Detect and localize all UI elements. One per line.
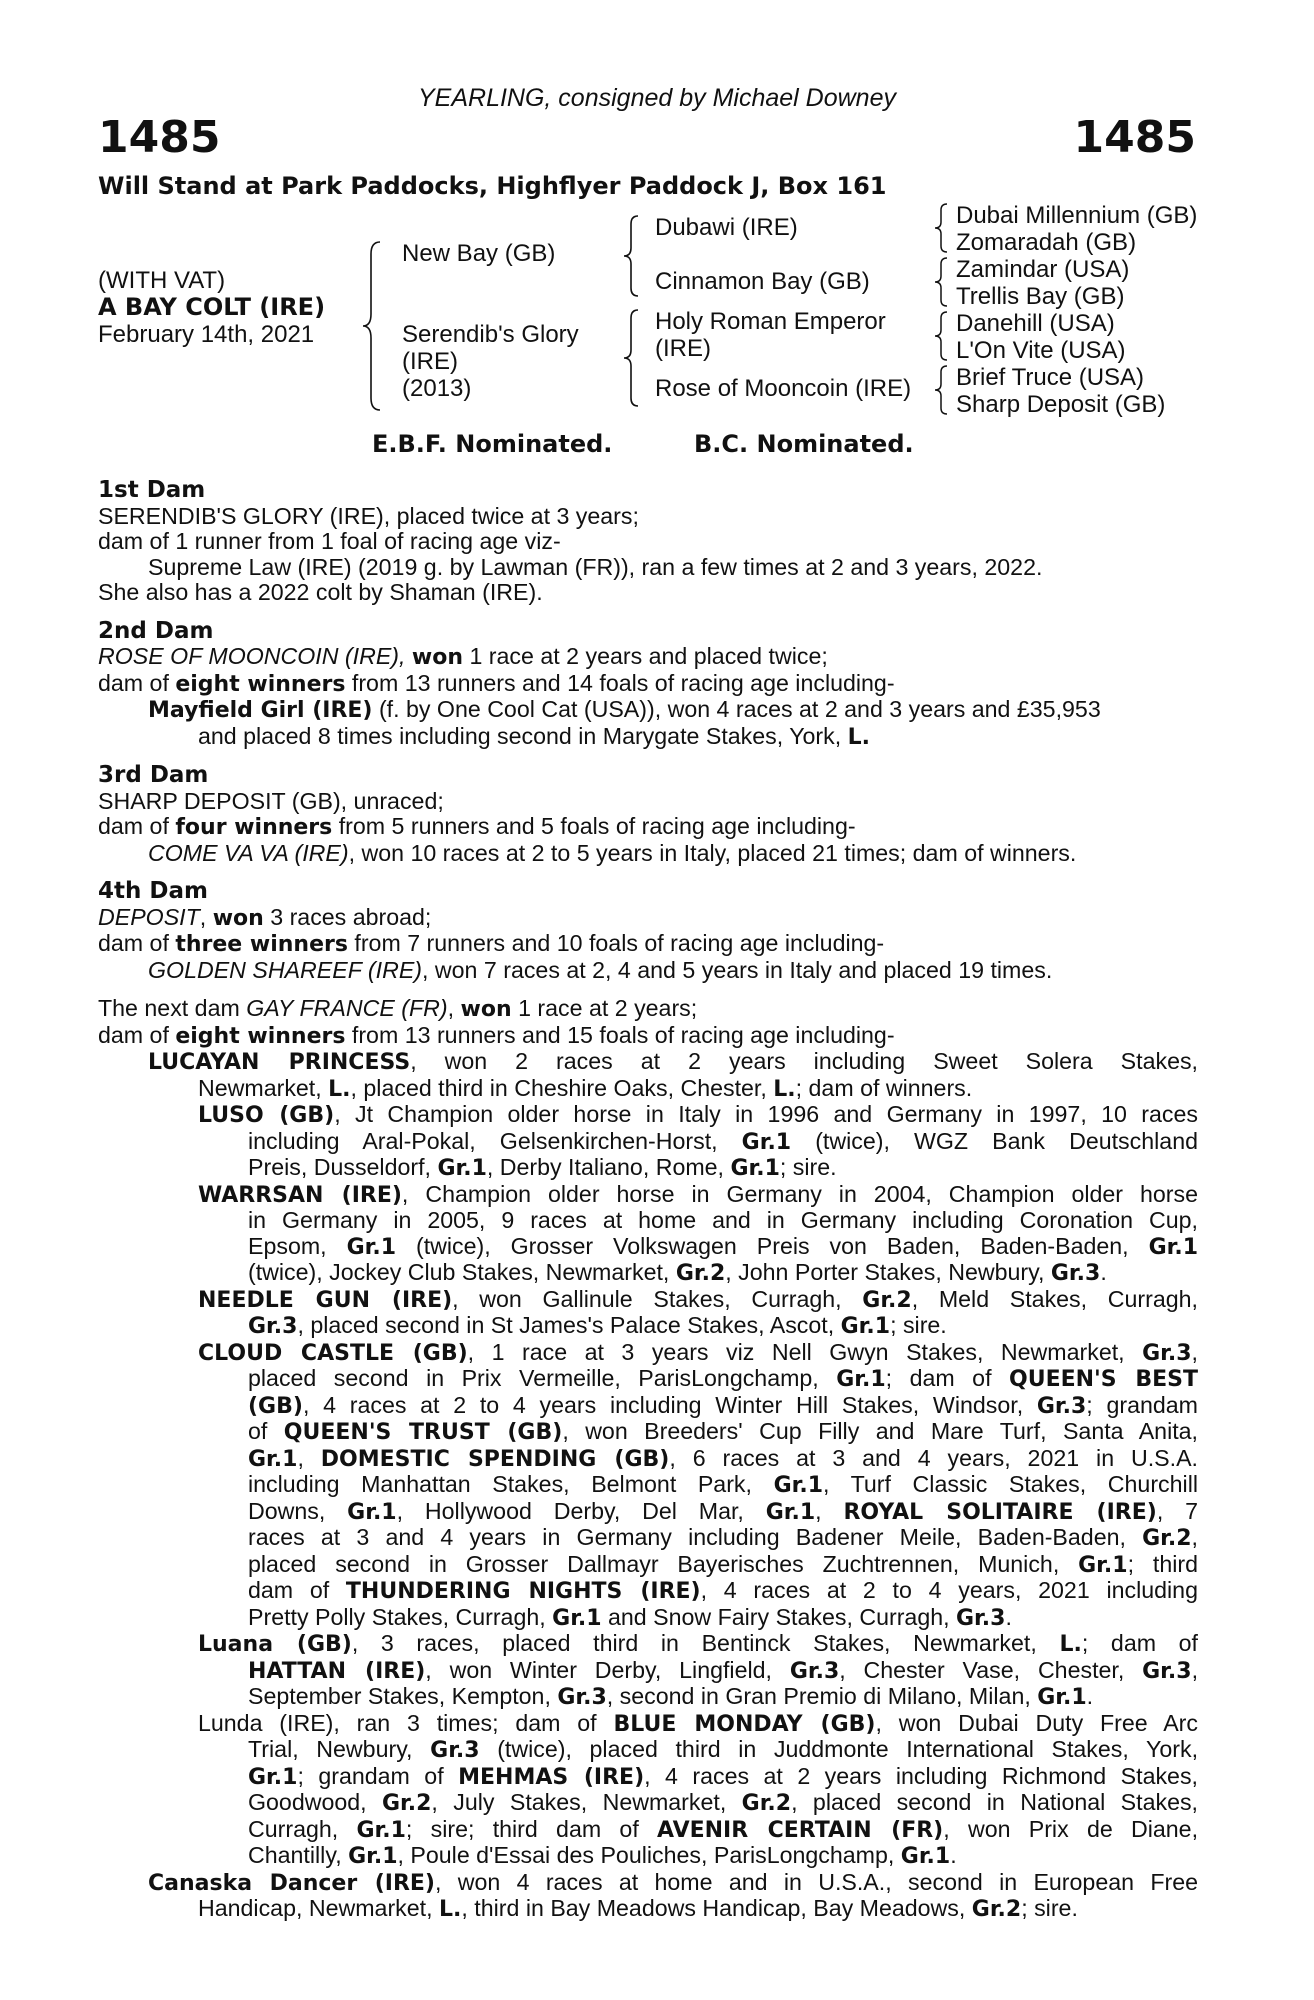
- bold-text: Canaska Dancer (IRE): [148, 1870, 435, 1896]
- text-run: , July Stakes, Newmarket,: [431, 1789, 742, 1815]
- progeny-text-line: [98, 1313, 1198, 1340]
- text-run: , placed second in National Stakes,: [791, 1789, 1198, 1815]
- second-dam-produce-line: [98, 671, 1198, 698]
- bold-text: Gr.2: [971, 1897, 1022, 1922]
- pedigree-g4-4: Trellis Bay (GB): [956, 283, 1125, 310]
- text-run: including Aral-Pokal, Gelsenkirchen-Horst,: [248, 1127, 742, 1154]
- pedigree-dam-line3: (2013): [402, 375, 472, 402]
- text-run: , 6 races at 3 and 4 years, 2021 in U.S.A.: [669, 1444, 1198, 1471]
- bold-text: Gr.1: [730, 1156, 780, 1181]
- produce-rest: from 13 runners and 14 foals of racing age including-: [345, 669, 895, 696]
- second-dam-heading: 2nd Dam: [98, 617, 214, 644]
- text-run: , Turf Classic Stakes, Churchill: [823, 1471, 1198, 1497]
- produce-rest: from 5 runners and 5 foals of racing age including-: [332, 813, 856, 839]
- produce-rest: from 7 runners and 10 foals of racing age including-: [347, 930, 885, 956]
- progeny-text-line: [98, 1366, 1198, 1393]
- text-run: Newmarket,: [198, 1074, 329, 1101]
- produce-prefix: dam of: [98, 669, 176, 696]
- third-dam-heading: 3rd Dam: [98, 762, 209, 788]
- text-run: ,: [1191, 1338, 1198, 1365]
- progeny-text-line: [98, 1102, 1198, 1129]
- text-run: , Chester Vase, Chester,: [839, 1656, 1143, 1683]
- brace-g4-2: [934, 256, 950, 308]
- third-dam-produce-line: [98, 814, 1198, 841]
- brace-dam-parents: [622, 308, 642, 408]
- pedigree-dam-sire-line1: Holy Roman Emperor: [655, 308, 886, 335]
- progeny-text-line: [98, 1552, 1198, 1579]
- progeny-text-line: [98, 1578, 1198, 1605]
- bold-text: L.: [328, 1076, 351, 1102]
- bold-text: Gr.3: [430, 1738, 480, 1763]
- text-run: ; grandam: [1086, 1391, 1198, 1418]
- text-run: Curragh,: [248, 1815, 357, 1842]
- ebf-nomination: E.B.F. Nominated.: [372, 430, 613, 458]
- third-dam-section: [98, 763, 1198, 866]
- text-run: placed second in Grosser Dallmayr Bayerisches Zuchtrennen, Munich,: [248, 1550, 1079, 1577]
- progeny-text-line: [98, 1472, 1198, 1499]
- bold-text: L.: [773, 1076, 796, 1102]
- bold-text: Gr.2: [675, 1261, 726, 1286]
- pedigree-dam-line2: (IRE): [402, 348, 458, 375]
- next-dam-progeny-list: [98, 1049, 1198, 1923]
- bold-text: WARRSAN (IRE): [198, 1182, 402, 1208]
- consignment-line: YEARLING, consigned by Michael Downey: [417, 84, 896, 112]
- horse-name: A BAY COLT (IRE): [98, 293, 326, 321]
- next-dam-name: GAY FRANCE (FR): [246, 995, 448, 1021]
- winners-count: eight winners: [175, 671, 346, 697]
- text-run: races at 3 and 4 years in Germany including Badener Meile, Baden-Baden,: [248, 1524, 1143, 1550]
- winners-count: three winners: [175, 932, 348, 957]
- text-run: ,: [1191, 1524, 1198, 1550]
- bold-text: Gr.1: [356, 1817, 406, 1843]
- bold-text: Gr.1: [836, 1367, 886, 1392]
- bold-text: Gr.3: [557, 1685, 607, 1710]
- vat-note: (WITH VAT): [98, 267, 226, 294]
- pedigree-dam-line1: Serendib's Glory: [402, 321, 579, 348]
- text-run: ; dam of winners.: [795, 1074, 973, 1101]
- progeny-text-line: [98, 1499, 1198, 1526]
- text-run: (twice), placed third in Juddmonte International Stakes, York,: [479, 1736, 1199, 1762]
- brace-sire-parents: [622, 214, 642, 298]
- progeny-text-line: [98, 1208, 1198, 1234]
- fourth-dam-record: 3 races abroad;: [263, 903, 432, 930]
- brace-g4-4: [934, 364, 950, 416]
- brace-gen1: [362, 240, 386, 412]
- fourth-dam-progeny: [98, 958, 1198, 984]
- fourth-dam-produce-line: [98, 931, 1198, 958]
- bold-text: Gr.3: [1142, 1340, 1192, 1366]
- bold-text: Gr.2: [862, 1287, 912, 1313]
- bold-text: Gr.1: [346, 1234, 397, 1260]
- text-run: ; grandam of: [297, 1762, 459, 1789]
- bold-text: Gr.1: [840, 1314, 891, 1339]
- progeny-record: (f. by One Cool Cat (USA)), won 4 races at 2 and 3 years and £35,953: [372, 696, 1101, 722]
- text-run: ; sire.: [779, 1154, 837, 1180]
- pedigree-g4-2: Zomaradah (GB): [956, 229, 1137, 256]
- next-dam-produce-line: dam of eight winners from 13 runners and 15 foals of racing age including-: [98, 1021, 895, 1049]
- foaling-date: February 14th, 2021: [98, 321, 315, 348]
- bold-text: (GB): [248, 1393, 303, 1419]
- text-run: .: [1086, 1683, 1094, 1709]
- text-run: , Poule d'Essai des Pouliches, ParisLongchamp,: [397, 1842, 901, 1868]
- text-run: , 4 races at 2 to 4 years, 2021 including: [700, 1577, 1198, 1603]
- produce-prefix: dam of: [98, 813, 176, 839]
- text-run: (twice), Jockey Club Stakes, Newmarket,: [248, 1259, 676, 1285]
- pedigree-g4-5: Danehill (USA): [956, 310, 1115, 337]
- progeny-text-line: [98, 1737, 1198, 1764]
- bold-text: QUEEN'S BEST: [1009, 1367, 1198, 1392]
- text-run: Lunda (IRE), ran 3 times; dam of: [198, 1709, 614, 1736]
- text-run: , won Winter Derby, Lingfield,: [425, 1656, 790, 1683]
- pedigree-sire-sire: Dubawi (IRE): [655, 214, 798, 241]
- text-run: dam of: [248, 1577, 346, 1603]
- bold-text: ROYAL SOLITAIRE (IRE): [843, 1499, 1157, 1525]
- progeny-text-line: [98, 1790, 1198, 1817]
- progeny-text-line: [98, 1843, 1198, 1870]
- progeny-name: Mayfield Girl (IRE): [148, 698, 373, 723]
- bold-text: Gr.1: [248, 1764, 298, 1790]
- bold-text: Gr.1: [248, 1446, 298, 1472]
- progeny-text-line: [98, 1525, 1198, 1552]
- brace-g4-1: [934, 202, 950, 254]
- text-run: ; dam of: [1081, 1630, 1198, 1656]
- family-details: [98, 478, 1198, 1923]
- bold-text: Gr.3: [956, 1605, 1006, 1631]
- text-run: , Jt Champion older horse in Italy in 1996 and Germany in 1997, 10 races: [334, 1101, 1199, 1127]
- progeny-text-line: [98, 1182, 1198, 1209]
- text-run: , won Gallinule Stakes, Curragh,: [452, 1285, 863, 1312]
- pedigree-g4-7: Brief Truce (USA): [956, 364, 1145, 391]
- won-label: won: [460, 997, 512, 1022]
- progeny-text-line: [98, 1896, 1198, 1923]
- text-run: Trial, Newbury,: [248, 1736, 431, 1762]
- bold-text: QUEEN'S TRUST (GB): [283, 1420, 563, 1445]
- progeny-text-line: [98, 1631, 1198, 1658]
- progeny-record-cont: and placed 8 times including second in Marygate Stakes, York,: [198, 722, 848, 749]
- progeny-record: , won 7 races at 2, 4 and 5 years in Italy and placed 19 times.: [422, 956, 1053, 983]
- bold-text: Gr.2: [741, 1791, 792, 1816]
- text-run: Pretty Polly Stakes, Curragh,: [248, 1603, 553, 1630]
- pedigree-g4-8: Sharp Deposit (GB): [956, 391, 1166, 418]
- bold-text: Gr.1: [348, 1844, 398, 1869]
- pedigree-dam-dam: Rose of Mooncoin (IRE): [655, 375, 912, 402]
- text-run: ,: [1191, 1656, 1199, 1683]
- text-run: in Germany in 2005, 9 races at home and in Germany including Coronation Cup,: [248, 1207, 1198, 1233]
- bold-text: Gr.2: [1142, 1526, 1192, 1551]
- text-run: , placed second in St James's Palace Stakes, Ascot,: [297, 1312, 841, 1338]
- progeny-text-line: [98, 1393, 1198, 1420]
- progeny-text-line: [98, 1287, 1198, 1314]
- first-dam-produce-line: dam of 1 runner from 1 foal of racing age viz-: [98, 528, 561, 554]
- won-label: won: [411, 645, 464, 670]
- second-dam-record: 1 race at 2 years and placed twice;: [463, 643, 828, 669]
- progeny-text-line: [98, 1340, 1198, 1367]
- progeny-name: COME VA VA (IRE): [148, 839, 349, 866]
- bold-text: Gr.3: [248, 1314, 298, 1339]
- text-run: ; dam of: [885, 1365, 1010, 1391]
- bold-text: Gr.3: [1142, 1658, 1192, 1684]
- text-run: , 4 races at 2 years including Richmond Stakes,: [644, 1762, 1198, 1789]
- first-dam-section: [98, 478, 1198, 606]
- text-run: of: [248, 1418, 284, 1444]
- text-run: and Snow Fairy Stakes, Curragh,: [601, 1603, 956, 1630]
- text-run: ; sire.: [890, 1312, 947, 1338]
- listed-label: L.: [847, 724, 871, 750]
- text-run: , won Breeders' Cup Filly and Mare Turf, Santa Anita,: [562, 1418, 1198, 1444]
- pedigree-sire-dam: Cinnamon Bay (GB): [655, 268, 870, 295]
- text-run: ,: [297, 1444, 321, 1471]
- text-run: , won Dubai Duty Free Arc: [875, 1709, 1198, 1736]
- text-run: Downs,: [248, 1497, 348, 1524]
- pedigree-sire: New Bay (GB): [402, 240, 556, 267]
- third-dam-line: SHARP DEPOSIT (GB), unraced;: [98, 787, 444, 814]
- bold-text: HATTAN (IRE): [248, 1658, 426, 1684]
- bold-text: Gr.1: [347, 1499, 397, 1525]
- progeny-text-line: [98, 1684, 1198, 1711]
- text-run: Chantilly,: [248, 1842, 349, 1868]
- text-run: , Champion older horse in Germany in 2004, Champion older horse: [401, 1180, 1198, 1207]
- bold-text: Gr.1: [1148, 1234, 1198, 1260]
- progeny-text-line: [98, 1446, 1198, 1473]
- progeny-record: , won 10 races at 2 to 5 years in Italy, placed 21 times; dam of winners.: [348, 839, 1077, 866]
- bold-text: Gr.2: [381, 1791, 432, 1816]
- second-dam-line: [98, 644, 1198, 671]
- bold-text: LUCAYAN PRINCESS: [148, 1050, 411, 1075]
- text-run: , won 2 races at 2 years including Sweet Solera Stakes,: [410, 1048, 1199, 1074]
- bold-text: Gr.1: [900, 1844, 951, 1869]
- produce-prefix: dam of: [98, 930, 176, 956]
- progeny-text-line: [98, 1155, 1198, 1182]
- first-dam-heading: 1st Dam: [98, 477, 206, 503]
- bold-text: CLOUD CASTLE (GB): [198, 1340, 468, 1366]
- bold-text: AVENIR CERTAIN (FR): [657, 1817, 944, 1843]
- text-run: ; sire.: [1021, 1895, 1078, 1921]
- bold-text: Gr.1: [773, 1473, 823, 1498]
- winners-count: eight winners: [175, 1023, 346, 1049]
- bold-text: DOMESTIC SPENDING (GB): [320, 1446, 670, 1472]
- lot-number-right: 1485: [1073, 112, 1196, 163]
- text-run: .: [1005, 1603, 1012, 1630]
- fourth-dam-name: DEPOSIT: [98, 903, 200, 930]
- text-run: , Meld Stakes, Curragh,: [911, 1285, 1198, 1312]
- bold-text: LUSO (GB): [198, 1103, 335, 1128]
- bold-text: Luana (GB): [198, 1632, 352, 1657]
- pedigree-g4-6: L'On Vite (USA): [956, 337, 1126, 364]
- bold-text: L.: [1059, 1632, 1082, 1657]
- text-run: , Hollywood Derby, Del Mar,: [396, 1497, 766, 1524]
- text-run: , John Porter Stakes, Newbury,: [725, 1259, 1051, 1285]
- second-dam-progeny-cont: [98, 724, 1198, 751]
- bold-text: Gr.1: [437, 1156, 487, 1181]
- text-run: Handicap, Newmarket,: [198, 1895, 439, 1921]
- progeny-text-line: [98, 1711, 1198, 1738]
- lot-number-left: 1485: [98, 112, 221, 163]
- text-run: , placed third in Cheshire Oaks, Chester,: [350, 1074, 774, 1101]
- text-run: (twice), Grosser Volkswagen Preis von Baden, Baden-Baden,: [396, 1232, 1149, 1259]
- bold-text: MEHMAS (IRE): [458, 1764, 645, 1790]
- brace-g4-3: [934, 310, 950, 362]
- winners-count: four winners: [175, 815, 333, 840]
- pedigree-g4-1: Dubai Millennium (GB): [956, 202, 1198, 229]
- bold-text: Gr.3: [789, 1658, 840, 1684]
- text-run: , 4 races at 2 to 4 years including Winter Hill Stakes, Windsor,: [302, 1391, 1037, 1418]
- text-run: placed second in Prix Vermeille, ParisLongchamp,: [248, 1365, 837, 1391]
- bold-text: NEEDLE GUN (IRE): [198, 1287, 453, 1313]
- stand-location: Will Stand at Park Paddocks, Highflyer Paddock J, Box 161: [98, 172, 887, 200]
- bold-text: Gr.1: [1078, 1552, 1128, 1578]
- text-run: Goodwood,: [248, 1789, 382, 1815]
- text-run: (twice), WGZ Bank Deutschland: [791, 1127, 1198, 1154]
- second-dam-section: [98, 619, 1198, 751]
- third-dam-progeny: [98, 841, 1198, 867]
- first-dam-note: She also has a 2022 colt by Shaman (IRE).: [98, 579, 543, 605]
- text-run: Preis, Dusseldorf,: [248, 1154, 438, 1180]
- bold-text: Gr.1: [552, 1605, 602, 1631]
- first-dam-line: SERENDIB'S GLORY (IRE), placed twice at 3 years;: [98, 502, 639, 529]
- text-run: .: [950, 1842, 957, 1868]
- bold-text: Gr.3: [1050, 1261, 1101, 1286]
- progeny-text-line: [98, 1419, 1198, 1446]
- second-dam-progeny: [98, 697, 1198, 724]
- progeny-text-line: [98, 1049, 1198, 1076]
- text-run: , second in Gran Premio di Milano, Milan,: [606, 1683, 1038, 1709]
- fourth-dam-line: DEPOSIT, won 3 races abroad;: [98, 903, 432, 931]
- bold-text: BLUE MONDAY (GB): [613, 1711, 876, 1737]
- progeny-text-line: [98, 1129, 1198, 1156]
- progeny-text-line: [98, 1764, 1198, 1791]
- pedigree-g4-3: Zamindar (USA): [956, 256, 1130, 283]
- won-label: won: [212, 905, 264, 931]
- text-run: , 7: [1156, 1497, 1198, 1524]
- fourth-dam-heading: 4th Dam: [98, 878, 208, 904]
- fourth-dam-section: [98, 879, 1198, 983]
- progeny-name: GOLDEN SHAREEF (IRE): [148, 956, 423, 983]
- text-run: ; third: [1127, 1550, 1198, 1577]
- progeny-text-line: [98, 1817, 1198, 1844]
- progeny-text-line: [98, 1658, 1198, 1685]
- bc-nomination: B.C. Nominated.: [694, 430, 914, 458]
- text-run: including Manhattan Stakes, Belmont Park,: [248, 1471, 774, 1497]
- text-run: , won 4 races at home and in U.S.A., second in European Free: [435, 1868, 1199, 1895]
- bold-text: THUNDERING NIGHTS (IRE): [345, 1579, 701, 1604]
- progeny-text-line: [98, 1870, 1198, 1897]
- text-run: , 1 race at 3 years viz Nell Gwyn Stakes, Newmarket,: [467, 1338, 1143, 1365]
- second-dam-name: ROSE OF MOONCOIN (IRE),: [98, 643, 406, 669]
- pedigree-dam-sire-line2: (IRE): [655, 335, 711, 362]
- text-run: ; sire; third dam of: [405, 1815, 658, 1842]
- text-run: .: [1100, 1259, 1107, 1285]
- text-run: , 3 races, placed third in Bentinck Stakes, Newmarket,: [351, 1630, 1060, 1656]
- text-run: , Derby Italiano, Rome,: [486, 1154, 731, 1180]
- text-run: , won Prix de Diane,: [943, 1815, 1199, 1842]
- bold-text: Gr.3: [1036, 1393, 1087, 1419]
- next-dam-section: [98, 996, 1198, 1923]
- progeny-text-line: [98, 1076, 1198, 1103]
- bold-text: Gr.1: [741, 1129, 792, 1155]
- next-dam-record: 1 race at 2 years;: [511, 995, 698, 1021]
- bold-text: Gr.1: [1037, 1685, 1087, 1710]
- text-run: September Stakes, Kempton,: [248, 1683, 558, 1709]
- progeny-text-line: [98, 1605, 1198, 1632]
- text-run: Epsom,: [248, 1232, 347, 1259]
- progeny-text-line: [98, 1234, 1198, 1261]
- next-dam-line: The next dam GAY FRANCE (FR), won 1 race at 2 years;: [98, 995, 698, 1022]
- text-run: , third in Bay Meadows Handicap, Bay Meadows,: [461, 1895, 972, 1921]
- progeny-text-line: [98, 1260, 1198, 1287]
- bold-text: Gr.1: [765, 1499, 816, 1525]
- text-run: ,: [815, 1497, 844, 1524]
- first-dam-progeny: Supreme Law (IRE) (2019 g. by Lawman (FR)), ran a few times at 2 and 3 years, 2022.: [148, 553, 1043, 580]
- bold-text: L.: [439, 1897, 462, 1922]
